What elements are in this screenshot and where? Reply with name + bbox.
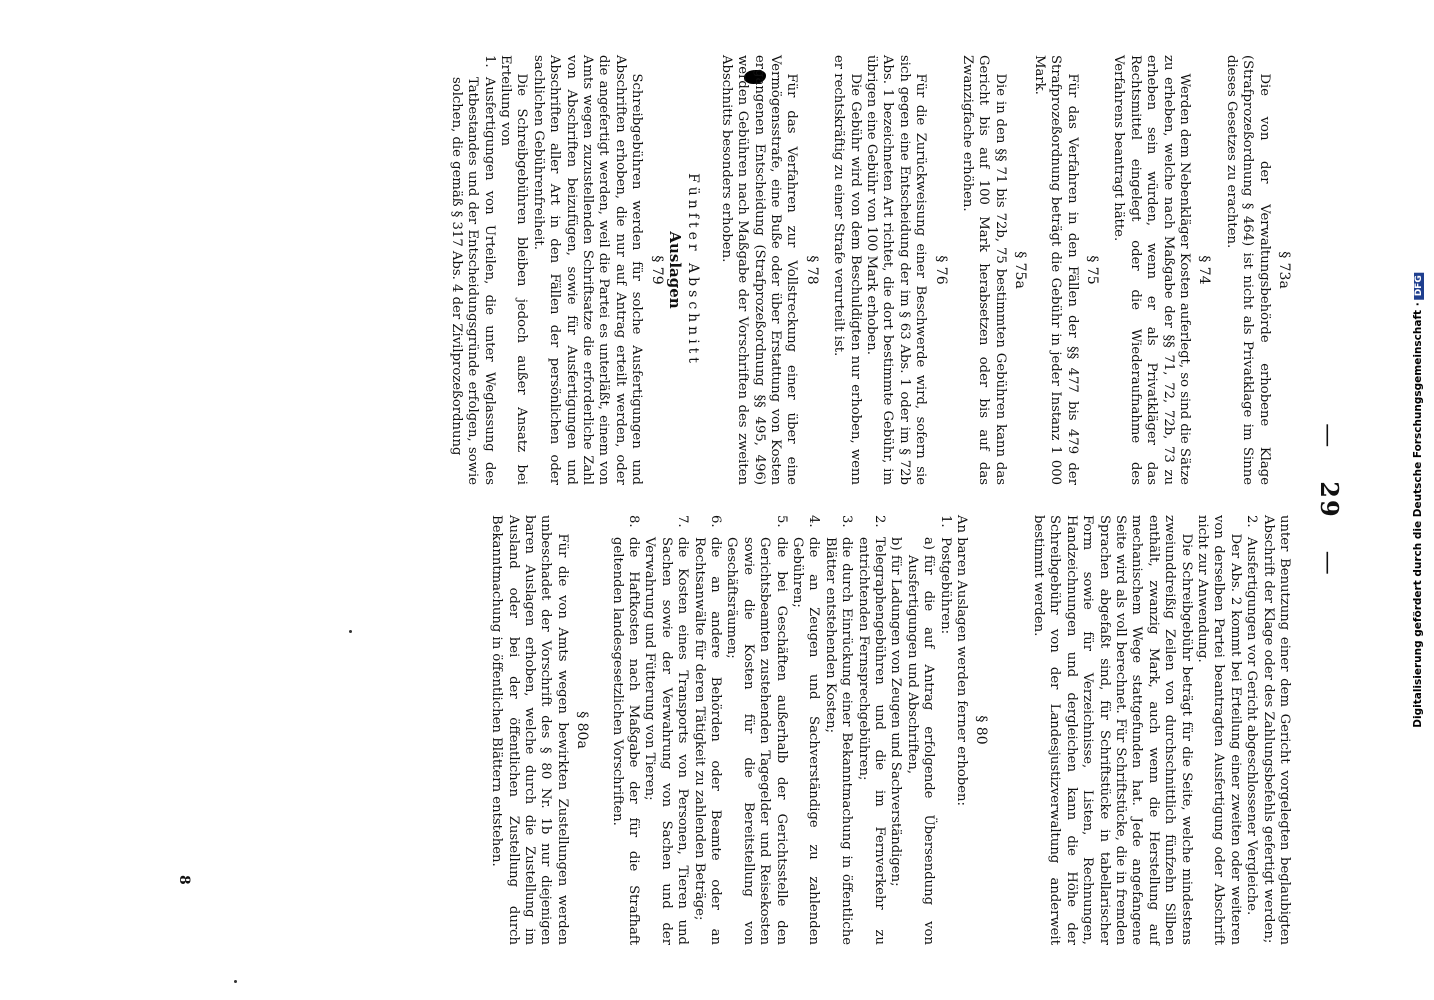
item-text: die Haftkosten nach Maßgabe der für die Strafhaft geltenden landesgesetzlichen Vorschriften.	[609, 537, 641, 945]
item-number: 4.	[806, 515, 822, 528]
section-80a-text: Für die von Amts wegen bewirkten Zustellungen werden unbeschadet der Vorschrift des § 80 Nr. 1b nur diejenigen baren Auslagen erhoben, welche durch die Zustellung im Ausland oder bei der öffentlichen Zustellung durch Bekanntmachung in öffentlichen Blättern entstehen.	[489, 515, 570, 945]
section-78-title: § 78	[803, 255, 820, 285]
section-79-para-4: Die Schreibgebühr beträgt für die Seite, welche mindestens zweiunddreißig Zeilen von durchschnittlich fünfzehn Silben enthält, zwanzig Mark, auch wenn die Herstellung auf mechanischem Wege stattgefunden hat. Jede angefangene Seite wird als voll berechnet. Für Schriftstücke, die in fremden Sprachen abgefaßt sind, für Schriftstücke in tabellarischer Form sowie für Verzeichnisse, Listen, Rechnungen, Handzeichnungen und dergleichen kann die Höhe der Schreibgebühr von der Landesjustizverwaltung anderweit bestimmt werden.	[1030, 515, 1194, 945]
section-75-text: Für das Verfahren in den Fällen der §§ 477 bis 479 der Strafprozeßordnung beträgt die Gebühr in jeder Instanz 1 000 Mark.	[1031, 55, 1080, 485]
section-80-item-5	[723, 515, 789, 945]
chapter-title: Auslagen	[666, 231, 684, 309]
section-79-text-1: Schreibgebühren werden für solche Ausfertigungen und Abschriften erhoben, die nur auf Antrag erteilt werden, oder die angefertigt werden, weil die Partei es unterläßt, einem von Amts wegen zuzustellenden Schriftsatze die erforderliche Zahl von Abschriften beizufügen, sowie für Ausfertigungen und Abschriften aller Art in den Fällen der persönlichen oder sachlichen Gebührenfreiheit.	[530, 55, 645, 485]
section-80a-title: § 80a	[574, 711, 591, 749]
section-79-item-2	[1243, 515, 1259, 945]
item-text: die an andere Behörden oder Beamte oder an Rechtsanwälte für deren Tätigkeit zu zahlenden Beträge;	[691, 537, 723, 945]
item-number: b)	[888, 537, 904, 551]
item-number: 6.	[708, 515, 723, 528]
section-80-item-1b	[887, 515, 903, 945]
item-text: für Ladungen von Zeugen und Sachverständigen;	[888, 555, 904, 887]
page-header: —29—	[1315, 423, 1344, 577]
section-75-title: § 75	[1083, 255, 1100, 285]
section-79-para-3: Der Abs. 2 kommt bei Erteilung einer zweiten oder weiteren von derselben Partei beantragten Ausfertigung oder Abschrift nicht zur Anwendung.	[1194, 515, 1243, 945]
left-column	[447, 55, 1292, 485]
item-number: 5.	[773, 515, 789, 528]
section-80-item-6	[690, 515, 723, 945]
section-75a-text: Die in den §§ 71 bis 72b, 75 bestimmten Gebühren kann das Gericht bis auf 100 Mark herabsetzen oder bis auf das Zwanzigfache erhöhen.	[960, 55, 1008, 485]
section-74-text: Werden dem Nebenkläger Kosten auferlegt, so sind die Sätze zu erheben, welche nach Maßgabe der §§ 71, 72, 72b, 73 zu erheben sein würden, wenn er als Privatkläger das Rechtsmittel eingelegt oder die Wiederaufnahme des Verfahrens beantragt hätte.	[1111, 55, 1192, 485]
section-73a-title: § 73a	[1276, 251, 1292, 289]
section-80-item-7	[641, 515, 690, 945]
section-73a-text: Die von der Verwaltungsbehörde erhobene Klage (Strafprozeßordnung § 464) ist nicht als Privatklage im Sinne dieses Gesetzes zu erachten.	[1223, 55, 1272, 485]
item-number: 3.	[839, 515, 855, 528]
dfg-logo: DFG	[1414, 272, 1424, 299]
item-text: die Kosten eines Transports von Personen, Tieren und Sachen sowie der Verwahrung von Sachen und der Verwahrung und Fütterung von Tieren;	[642, 537, 691, 945]
item-text: Ausfertigungen vor Gericht abgeschlossener Vergleiche.	[1244, 537, 1260, 916]
item-text: Ausfertigungen von Urteilen, die unter Weglassung des Tatbestandes und der Entscheidungsgründe erfolgen, sowie solchen, die gemäß § 317 Abs. 4 der Zivilprozeßordnung	[448, 77, 497, 485]
item-number: 2.	[1244, 515, 1260, 528]
section-75a-title: § 75a	[1012, 251, 1029, 289]
continued-text: unter Benutzung einer dem Gericht vorgelegten beglaubigten Abschrift der Klage oder des Zahlungsbefehls gefertigt werden;	[1260, 515, 1292, 945]
section-78-text: Für das Verfahren zur Vollstreckung einer über eine Vermögensstrafe, eine Buße oder über Erstattung von Kosten ergangenen Entscheidung (Strafprozeßordnung §§ 495, 496) werden Gebühren nach Maßgabe der Vorschriften des zweiten Abschnitts besonders erhoben.	[718, 55, 800, 485]
section-79-item-1	[447, 55, 496, 485]
item-text: Postgebühren:	[937, 537, 953, 635]
section-80-item-8	[608, 515, 641, 945]
credit-text: Digitalisierung gefördert durch die Deutsche Forschungsgemeinschaft ·	[1412, 302, 1424, 728]
item-number: a)	[921, 537, 937, 551]
item-number: 8.	[625, 515, 641, 528]
section-80-title: § 80	[973, 715, 990, 745]
section-79-text-2: Die Schreibgebühren bleiben jedoch außer Ansatz bei Erteilung von	[497, 55, 530, 485]
section-76-title: § 76	[932, 255, 949, 285]
section-80-item-3	[821, 515, 854, 945]
item-text: für die auf Antrag erfolgende Übersendung von Ausfertigungen und Abschriften,	[904, 555, 937, 945]
page-number: 29	[1315, 481, 1344, 519]
section-80-intro: An baren Auslagen werden ferner erhoben:	[954, 515, 970, 806]
item-text: die an Zeugen und Sachverständige zu zahlenden Gebühren;	[790, 537, 822, 945]
speck	[234, 980, 237, 983]
item-number: 7.	[675, 515, 691, 528]
item-number: 1.	[481, 55, 497, 68]
section-80-item-1a	[903, 515, 936, 945]
section-74-title: § 74	[1196, 255, 1213, 285]
section-80-item-4	[789, 515, 822, 945]
item-text: die durch Einrückung einer Bekanntmachung in öffentliche Blätter entstehenden Kosten;	[822, 537, 855, 945]
item-number: 1.	[937, 515, 953, 528]
section-80-item-1	[936, 515, 952, 945]
section-80-item-2	[854, 515, 887, 945]
right-column	[488, 515, 1292, 945]
scanned-page	[72, 30, 1362, 970]
section-79-title: § 79	[648, 255, 665, 285]
section-76-text-2: Die Gebühr wird von dem Beschuldigten nur erhoben, wenn er rechtskräftig zu einer Strafe verurteilt ist.	[831, 55, 863, 485]
digitization-credit	[1412, 272, 1424, 727]
item-text: die bei Geschäften außerhalb der Gerichtsstelle den Gerichtsbeamten zustehenden Tagegelder und Reisekosten sowie die Kosten für die Bereitstellung von Geschäftsräumen;	[724, 537, 789, 945]
item-number: 2.	[872, 515, 888, 528]
item-text: Telegraphengebühren und die im Fernverkehr zu entrichtenden Fernsprechgebühren;	[855, 537, 888, 945]
signature-mark: 8	[176, 875, 192, 885]
section-76-text-1: Für die Zurückweisung einer Beschwerde wird, sofern sie sich gegen eine Entscheidung der im § 63 Abs. 1 oder im § 72b Abs. 1 bezeichneten Art richtet, die dort bestimmte Gebühr, im übrigen eine Gebühr von 100 Mark erhoben.	[864, 55, 929, 485]
chapter-heading: Fünfter Abschnitt	[685, 173, 702, 367]
speck	[349, 630, 352, 633]
